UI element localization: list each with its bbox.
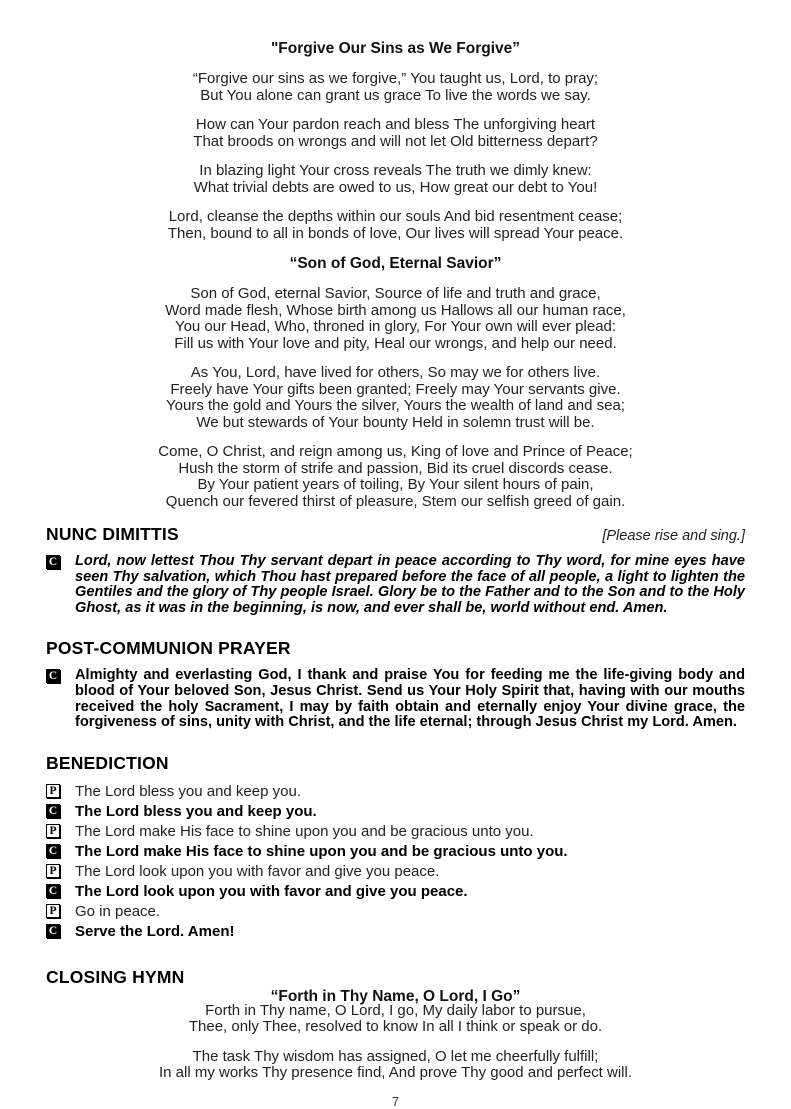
versicle-line: [46, 784, 745, 801]
response-line: [46, 844, 745, 861]
verse-line: Come, O Christ, and reign among us, King of love and Prince of Peace;: [158, 443, 633, 460]
hymn-verse: [46, 1003, 745, 1036]
verse-line: That broods on wrongs and will not let Old bitterness depart?: [193, 132, 598, 150]
verse-line: Forth in Thy name, O Lord, I go, My daily labor to pursue,: [205, 1001, 586, 1019]
response-line: [46, 924, 745, 941]
closing-hymn-header: [46, 966, 745, 1005]
response-text: The Lord bless you and keep you.: [75, 802, 317, 820]
versicle-text: The Lord make His face to shine upon you and be gracious unto you.: [75, 822, 534, 840]
versicle-line: [46, 824, 745, 841]
versicle-line: [46, 864, 745, 881]
verse-line: Freely have Your gifts been granted; Freely may Your servants give.: [170, 380, 621, 398]
verse-line: As You, Lord, have lived for others, So may we for others live.: [190, 364, 601, 381]
versicle-text: The Lord look upon you with favor and give you peace.: [75, 862, 440, 880]
section-nunc-dimittis: [46, 524, 745, 616]
pastor-badge: P: [46, 824, 60, 838]
response-text: Serve the Lord. Amen!: [75, 922, 235, 940]
congregation-badge: C: [46, 669, 60, 683]
response-line: [46, 884, 745, 901]
response-text: The Lord make His face to shine upon you and be gracious unto you.: [75, 842, 568, 860]
congregation-badge: C: [46, 884, 60, 898]
hymn-verse: [46, 209, 745, 242]
section-heading: POST-COMMUNION PRAYER: [46, 638, 291, 659]
verse-line: In all my works Thy presence find, And prove Thy good and perfect will.: [158, 1064, 633, 1082]
hymn-son-of-god: [46, 255, 745, 510]
congregation-response: [46, 554, 745, 616]
hymn-forgive-our-sins: [46, 40, 745, 242]
response-text: Almighty and everlasting God, I thank and praise You for feeding me the life-giving body and blood of Your beloved Son, Jesus Christ. Send us Your Holy Spirit that, having with our mouths received the holy Sacrament, I may by faith obtain and eternally enjoy Your divine grace, the forgiveness of sins, unity with Christ, and the life eternal; through Jesus Christ my Lord. Amen.: [75, 667, 745, 731]
page-number: 7: [392, 1094, 399, 1109]
section-header-row: [46, 524, 745, 545]
hymn-verse: [46, 286, 745, 352]
verse-line: In blazing light Your cross reveals The truth we dimly knew:: [199, 162, 592, 179]
section-heading: CLOSING HYMN: [46, 966, 185, 987]
hymn-title: “Son of God, Eternal Savior”: [289, 255, 502, 272]
pastor-badge: P: [46, 904, 60, 918]
verse-line: Fill us with Your love and pity, Heal our wrongs, and help our need.: [174, 334, 617, 352]
hymn-verse: [46, 365, 745, 431]
versicle-text: Go in peace.: [75, 902, 161, 920]
verse-line: “Forgive our sins as we forgive,” You taught us, Lord, to pray;: [192, 70, 599, 87]
verse-line: You our Head, Who, throned in glory, For Your own will ever plead:: [174, 318, 617, 335]
verse-line: Quench our fevered thirst of pleasure, Stem our selfish greed of gain.: [165, 492, 626, 510]
verse-line: Lord, cleanse the depths within our souls And bid resentment cease;: [168, 208, 623, 225]
section-heading: BENEDICTION: [46, 752, 169, 773]
hymn-title: "Forgive Our Sins as We Forgive”: [270, 40, 521, 57]
pastor-badge: P: [46, 864, 60, 878]
versicle-line: [46, 904, 745, 921]
response-text: Lord, now lettest Thou Thy servant depart in peace according to Thy word, for mine eyes have seen Thy salvation, which Thou hast prepared before the face of all people, a light to lighten the Gentiles and the glory of Thy people Israel. Glory be to the Father and to the Son and to the Holy Ghost, as it was in the beginning, is now, and ever shall be, world without end. Amen.: [75, 553, 745, 616]
congregation-badge: C: [46, 924, 60, 938]
verse-line: The task Thy wisdom has assigned, O let me cheerfully fulfill;: [192, 1047, 599, 1065]
hymn-verse: [46, 71, 745, 104]
verse-line: Hush the storm of strife and passion, Bid its cruel discords cease.: [178, 459, 613, 477]
congregation-badge: C: [46, 555, 60, 569]
verse-line: Thee, only Thee, resolved to know In all I think or speak or do.: [188, 1018, 603, 1036]
congregation-badge: C: [46, 844, 60, 858]
verse-line: But You alone can grant us grace To live the words we say.: [200, 86, 591, 104]
hymn-title: “Forth in Thy Name, O Lord, I Go”: [270, 987, 521, 1005]
pastor-badge: P: [46, 784, 60, 798]
hymn-verse: [46, 444, 745, 510]
response-line: [46, 804, 745, 821]
congregation-response: [46, 668, 745, 730]
section-closing-hymn: [46, 967, 745, 1082]
verse-line: How can Your pardon reach and bless The unforgiving heart: [195, 116, 596, 133]
versicle-text: The Lord bless you and keep you.: [75, 782, 301, 800]
congregation-badge: C: [46, 804, 60, 818]
verse-line: Then, bound to all in bonds of love, Our lives will spread Your peace.: [167, 224, 624, 242]
verse-line: Word made flesh, Whose birth among us Hallows all our human race,: [165, 301, 626, 319]
verse-line: We but stewards of Your bounty Held in solemn trust will be.: [196, 413, 595, 431]
hymn-verse: [46, 1049, 745, 1082]
hymn-verse: [46, 163, 745, 196]
verse-line: What trivial debts are owed to us, How great our debt to You!: [193, 178, 598, 196]
verse-line: By Your patient years of toiling, By Your silent hours of pain,: [197, 476, 594, 493]
verse-line: Son of God, eternal Savior, Source of life and truth and grace,: [190, 285, 601, 302]
section-heading: NUNC DIMITTIS: [46, 524, 179, 544]
rubric-please-rise: [Please rise and sing.]: [602, 528, 745, 544]
hymn-verse: [46, 117, 745, 150]
verse-line: Yours the gold and Yours the silver, Yours the wealth of land and sea;: [166, 397, 625, 414]
closing-hymn-verses: [46, 1003, 745, 1082]
response-text: The Lord look upon you with favor and give you peace.: [75, 882, 468, 900]
section-post-communion: [46, 638, 745, 730]
section-benediction: [46, 753, 745, 941]
